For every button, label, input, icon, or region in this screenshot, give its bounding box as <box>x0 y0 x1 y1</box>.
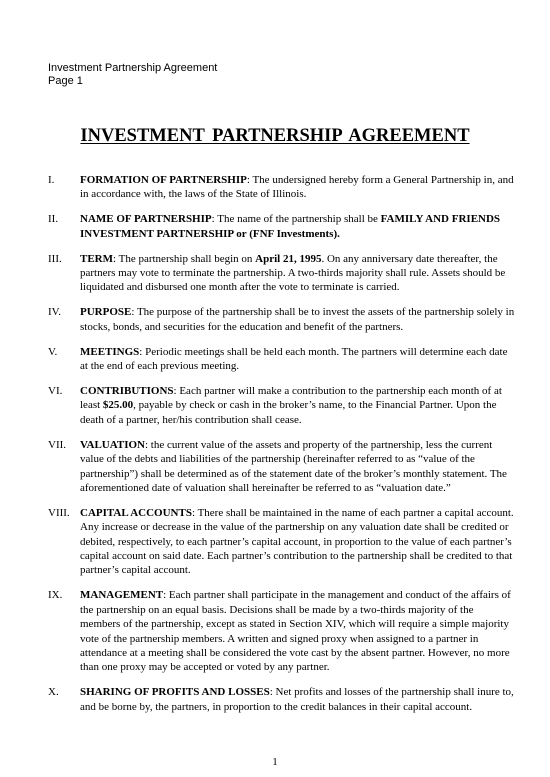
section-body <box>80 305 516 334</box>
section-text: : The purpose of the partnership shall be to invest the assets of the partnership solely in stocks, bonds, and securities for the education and benefit of the partners. <box>80 306 515 333</box>
section-text: . On any anniversary date thereafter, the partners may vote to terminate the partnership. A two-thirds majority shall rule. Assets should be liquidated and disbursed one month after the vote to terminate is carried. <box>80 252 506 294</box>
section-body <box>80 438 516 496</box>
section-heading: MANAGEMENT <box>80 589 164 602</box>
section-heading: CONTRIBUTIONS <box>80 384 174 397</box>
contribution-amount: $25.00 <box>102 399 134 412</box>
section-text: : The name of the partnership shall be <box>211 213 381 226</box>
section-heading: SHARING OF PROFITS AND LOSSES <box>80 686 270 699</box>
section-number: V. <box>48 345 58 358</box>
section-number: IV. <box>48 306 61 319</box>
page-number: 1 <box>272 756 278 768</box>
section-formation <box>48 173 516 202</box>
section-number: VIII. <box>48 506 70 519</box>
section-contributions <box>48 384 516 427</box>
section-body <box>80 212 516 241</box>
section-body <box>80 173 516 202</box>
document-title: INVESTMENT PARTNERSHIP AGREEMENT <box>80 126 470 146</box>
section-number: VII. <box>48 438 67 451</box>
section-heading: TERM <box>80 252 113 265</box>
section-body <box>80 252 516 295</box>
section-body <box>80 506 516 578</box>
section-heading: NAME OF PARTNERSHIP <box>80 213 212 226</box>
running-header <box>48 62 217 88</box>
section-valuation <box>48 438 516 496</box>
section-heading: FORMATION OF PARTNERSHIP <box>80 174 247 186</box>
section-number: I. <box>48 174 55 186</box>
agreement-sections <box>48 173 516 725</box>
section-number: III. <box>48 252 62 265</box>
section-text: , payable by check or cash in the broker’s name, to the Financial Partner. Upon the death of a partner, her/his contribution shall cease. <box>80 399 497 426</box>
section-heading: CAPITAL ACCOUNTS <box>80 506 192 519</box>
section-text: : Periodic meetings shall be held each month. The partners will determine each date at the end of each previous meeting. <box>80 345 508 373</box>
section-text: : The undersigned hereby form a General Partnership in, and in accordance with, the laws of the State of Illinois. <box>80 174 514 201</box>
start-date: April 21, 1995 <box>255 252 322 265</box>
section-number: II. <box>48 213 59 226</box>
section-management <box>48 588 516 674</box>
section-text: : the current value of the assets and property of the partnership, less the current value of the debts and liabilities of the partnership (hereinafter referred to as “value of the partnership”) shall be determined as of the statement date of the broker’s monthly statement. The aforementioned date of valuation shall hereinafter be referred to as “valuation date.” <box>80 438 507 494</box>
section-number: IX. <box>48 589 63 602</box>
section-profits-losses <box>48 685 516 714</box>
section-body <box>80 685 516 714</box>
section-meetings <box>48 345 516 374</box>
section-text: : Each partner will make a contribution to the partnership each month of at least <box>80 384 502 412</box>
section-body <box>80 588 516 674</box>
partnership-name: FAMILY AND FRIENDS INVESTMENT PARTNERSHIP or (FNF Investments). <box>80 213 501 240</box>
section-text: : There shall be maintained in the name of each partner a capital account. Any increase or decrease in the value of the partnership on any valuation date shall be credited or debited, respectively, to each partner’s capital account, in proportion to the value of each partner’s capital account on said date. Each partner’s contribution to the partnership shall be credited to that partner’s capital account. <box>80 506 514 577</box>
section-body <box>80 345 516 374</box>
section-number: X. <box>48 686 59 699</box>
section-capital-accounts <box>48 506 516 578</box>
section-text: : Net profits and losses of the partnership shall inure to, and be borne by, the partners, in proportion to the credit balances in their capital account. <box>80 686 514 713</box>
section-text: : Each partner shall participate in the management and conduct of the affairs of the partnership on an equal basis. Decisions shall be made by a two-thirds majority of the members of the partnership, except as stated in Section XIV, which will require a simple majority vote of the partnership members. A written and signed proxy when assigned to a partner in attendance at a meeting shall be considered the vote cast by the absent partner. However, no more than one proxy may be accepted or voted by any partner. <box>80 589 511 674</box>
section-term <box>48 252 516 295</box>
section-heading: VALUATION <box>80 438 145 451</box>
section-text: : The partnership shall begin on <box>113 252 256 265</box>
section-heading: MEETINGS <box>80 345 140 358</box>
section-number: VI. <box>48 384 63 397</box>
header-document-name: Investment Partnership Agreement <box>48 62 218 74</box>
section-heading: PURPOSE <box>80 306 132 319</box>
header-page-label: Page 1 <box>48 75 83 87</box>
section-purpose <box>48 305 516 334</box>
section-name <box>48 212 516 241</box>
section-body <box>80 384 516 427</box>
